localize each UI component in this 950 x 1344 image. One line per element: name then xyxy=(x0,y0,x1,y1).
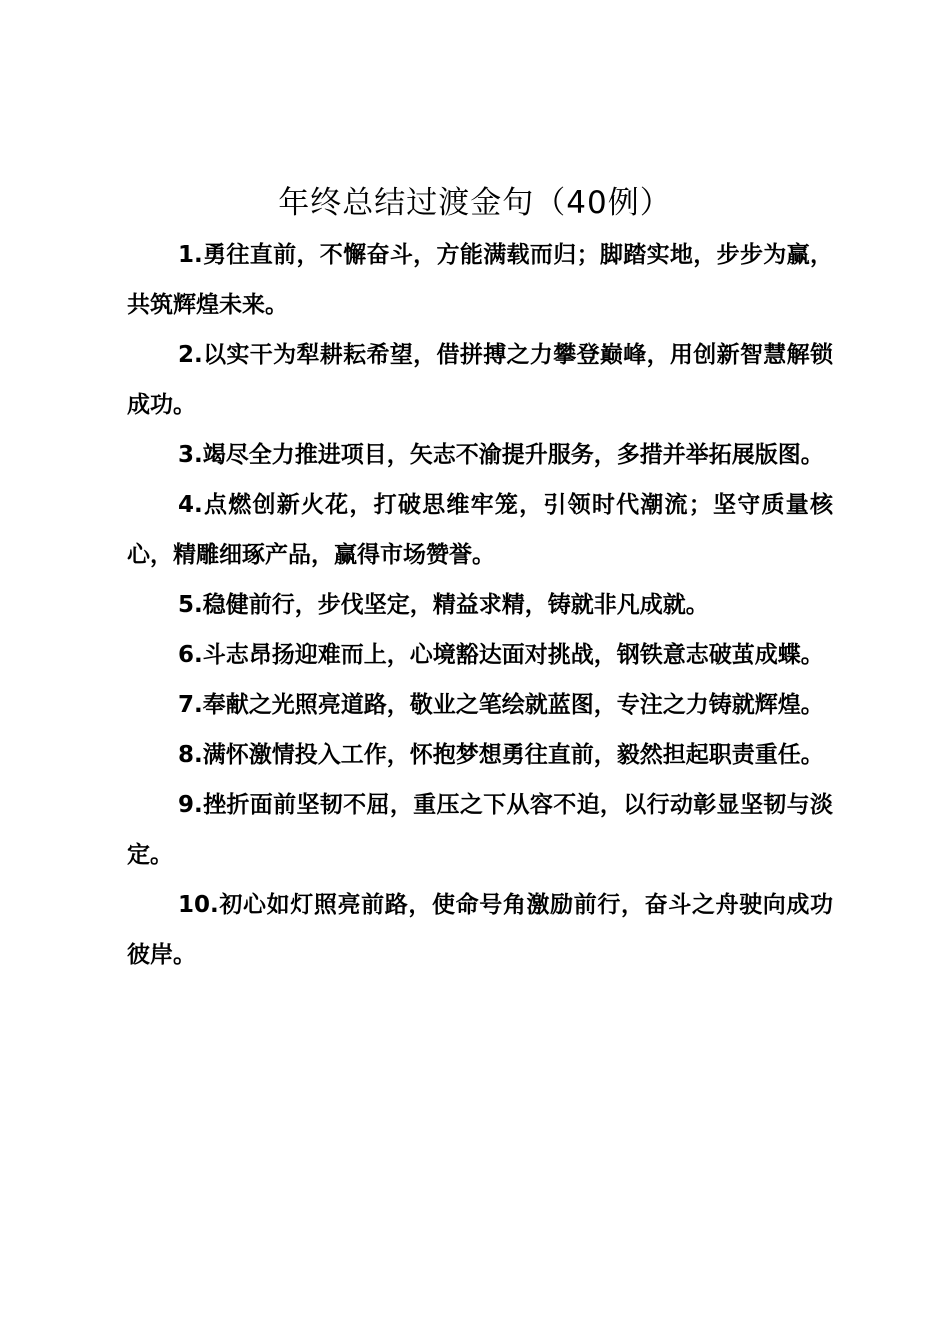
quote-item-6: 6.斗志昂扬迎难而上，心境豁达面对挑战，钢铁意志破茧成蝶。 xyxy=(178,642,824,668)
quote-list xyxy=(127,230,833,980)
quote-item-9: 9.挫折面前坚韧不屈，重压之下从容不迫，以行动彰显坚韧与淡定。 xyxy=(127,792,833,868)
quote-item-10: 10.初心如灯照亮前路，使命号角激励前行，奋斗之舟驶向成功彼岸。 xyxy=(127,892,833,968)
quote-item-7: 7.奉献之光照亮道路，敬业之笔绘就蓝图，专注之力铸就辉煌。 xyxy=(178,692,824,718)
quote-item-3: 3.竭尽全力推进项目，矢志不渝提升服务，多措并举拓展版图。 xyxy=(178,442,824,468)
document-title: 年终总结过渡金句（40例） xyxy=(278,185,672,221)
quote-item-8: 8.满怀激情投入工作，怀抱梦想勇往直前，毅然担起职责重任。 xyxy=(178,742,824,768)
quote-item-5: 5.稳健前行，步伐坚定，精益求精，铸就非凡成就。 xyxy=(178,592,709,618)
quote-item-2: 2.以实干为犁耕耘希望，借拼搏之力攀登巅峰，用创新智慧解锁成功。 xyxy=(127,342,833,418)
quote-item-4: 4.点燃创新火花，打破思维牢笼，引领时代潮流；坚守质量核心，精雕细琢产品，赢得市场赞誉。 xyxy=(127,492,833,568)
quote-item-1: 1.勇往直前，不懈奋斗，方能满载而归；脚踏实地，步步为赢，共筑辉煌未来。 xyxy=(127,242,833,318)
